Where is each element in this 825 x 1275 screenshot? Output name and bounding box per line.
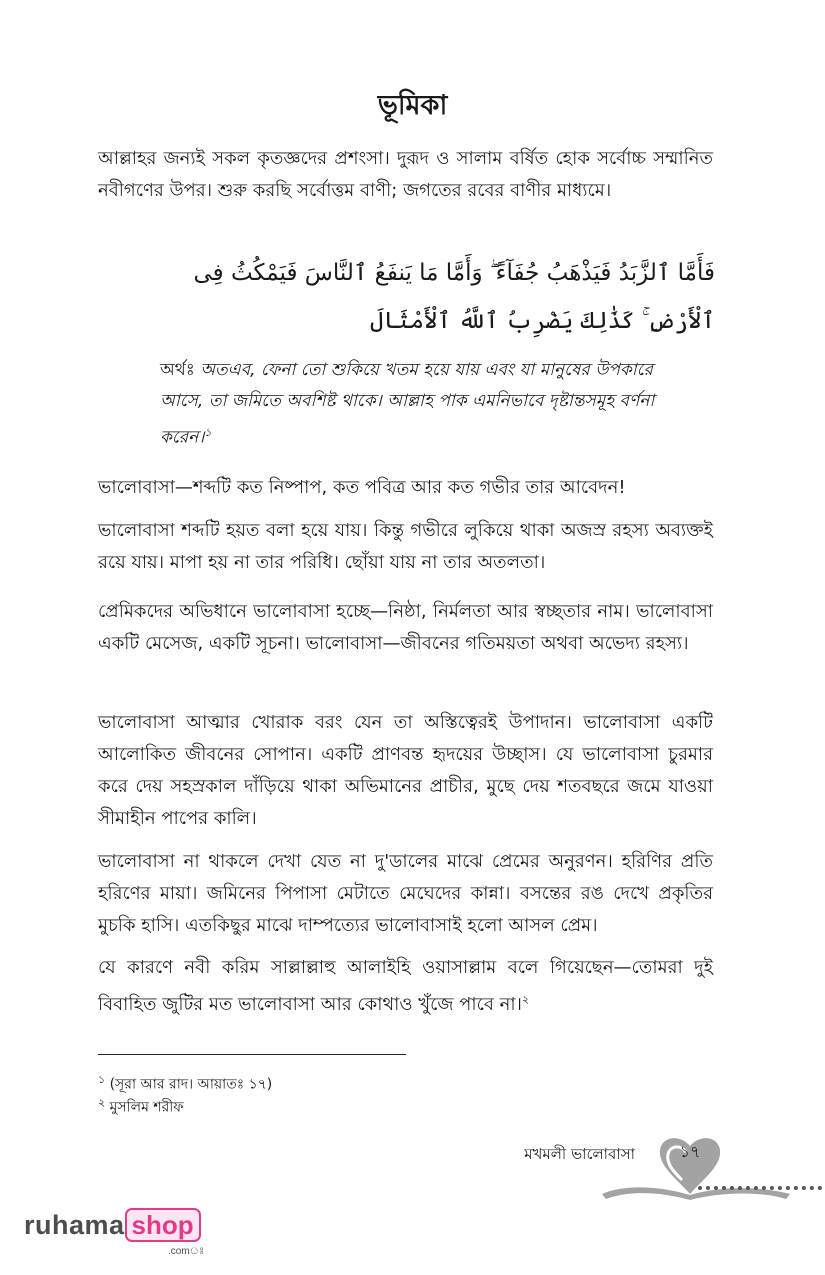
footnote-divider (98, 1054, 406, 1055)
footnote-mark-2: ২ (98, 1096, 106, 1109)
body-paragraph-6 (98, 952, 713, 1021)
verse-line-2: ٱلْأَرْضِ ۚ كَذَٰلِكَ يَضْرِبُ ٱللَّهُ ٱلْأَمْثَالَ (370, 308, 715, 334)
intro-paragraph: আল্লাহর জন্যই সকল কৃতজ্ঞদের প্রশংসা। দুরূদ ও সালাম বর্ষিত হোক সর্বোচ্চ সম্মানিত নবীগণের উপর। শুরু করছি সর্বোত্তম বাণী; জগতের রবের বাণীর মাধ্যমে। (98, 148, 713, 201)
footnote-1 (98, 1070, 498, 1095)
logo-domain: .comঃ (168, 1246, 205, 1257)
meaning-text: অতএব, ফেনা তো শুকিয়ে খতম হয়ে যায় এবং যা মানুষের উপকারে আসে, তা জমিতে অবশিষ্ট থাকে। আল্লাহ পাক এমনিভাবে দৃষ্টান্তসমূহ বর্ণনা করেন। (160, 360, 655, 448)
logo-text-ruhama: ruhama (24, 1210, 125, 1240)
body-paragraph-2: ভালোবাসা শব্দটি হয়ত বলা হয়ে যায়। কিন্তু গভীরে লুকিয়ে থাকা অজস্র রহস্য অব্যক্তই রয়ে যায়। মাপা হয় না তার পরিধি। ছোঁয়া যায় না তার অতলতা। (98, 520, 713, 573)
footnote-text-2: মুসলিম শরীফ (105, 1099, 184, 1116)
closing-text: যে কারণে নবী করিম সাল্লাল্লাহু আলাইহি ওয়াসাল্লাম বলে গিয়েছেন—তোমরা দুই বিবাহিত জুটির মত ভালোবাসা আর কোথাও খুঁজে পাবে না। (98, 957, 713, 1015)
verse-line-1: فَأَمَّا ٱلزَّبَدُ فَيَذْهَبُ جُفَآءً ۖ وَأَمَّا مَا يَنفَعُ ٱلنَّاسَ فَيَمْكُثُ فِى (193, 260, 715, 286)
footnote-2 (98, 1093, 498, 1118)
body-paragraph-4: ভালোবাসা আত্মার খোরাক বরং যেন তা অস্তিত্বেরই উপাদান। ভালোবাসা একটি আলোকিত জীবনের সোপান। একটি প্রাণবন্ত হৃদয়ের উচ্ছাস। যে ভালোবাসা চুরমার করে দেয় সহস্রকাল দাঁড়িয়ে থাকা অভিমানের প্রাচীর, মুছে দেয় শতবছরে জমে যাওয়া সীমাহীন পাপের কালি। (98, 712, 713, 829)
footnote-ref-2: ২ (521, 993, 530, 1006)
page-number: ১৭ (679, 1142, 701, 1161)
footnote-ref-1: ১ (204, 426, 212, 439)
logo-text-shop: shop (125, 1208, 201, 1242)
footnote-mark-1: ১ (98, 1073, 106, 1086)
meaning-label: অর্থঃ (160, 360, 195, 380)
footer-dotted-line (698, 1186, 822, 1190)
ruhamashop-logo (24, 1210, 205, 1257)
page-title: ভূমিকা (377, 90, 448, 121)
body-paragraph-5: ভালোবাসা না থাকলে দেখা যেত না দু'ডালের মাঝে প্রেমের অনুরণন। হরিণির প্রতি হরিণের মায়া। জমিনের পিপাসা মেটাতে মেঘেদের কান্না। বসন্তের রঙ দেখে প্রকৃতির মুচকি হাসি। এতকিছুর মাঝে দাম্পত্যের ভালোবাসাই হলো আসল প্রেম। (98, 851, 713, 936)
verse-meaning (160, 355, 680, 454)
body-paragraph-3: প্রেমিকদের অভিধানে ভালোবাসা হচ্ছে—নিষ্ঠা, নির্মলতা আর স্বচ্ছতার নাম। ভালোবাসা একটি মেসেজ, একটি সূচনা। ভালোবাসা—জীবনের গতিময়তা অথবা অভেদ্য রহস্য। (98, 601, 713, 654)
body-paragraph-1: ভালোবাসা—শব্দটি কত নিষ্পাপ, কত পবিত্র আর কত গভীর তার আবেদন! (98, 477, 626, 498)
running-footer-title: মখমলী ভালোবাসা (524, 1145, 635, 1163)
footnote-text-1: (সূরা আর রাদ। আয়াতঃ ১৭) (105, 1076, 273, 1093)
